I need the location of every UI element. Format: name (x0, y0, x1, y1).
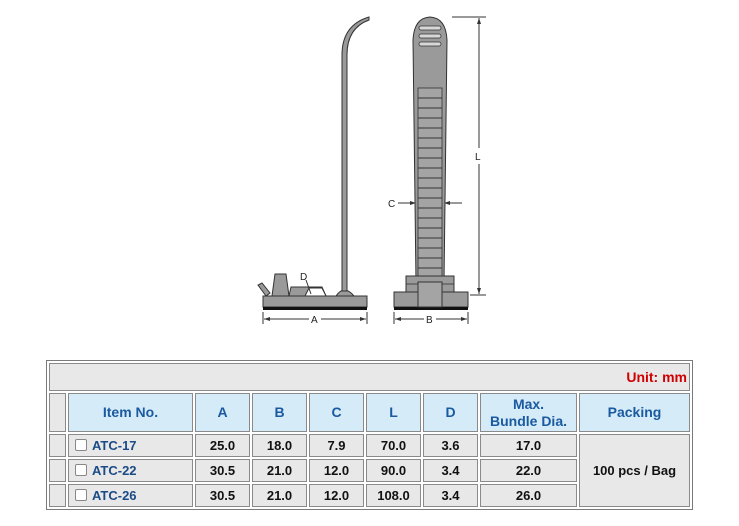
header-c: C (309, 393, 364, 432)
spec-table (46, 360, 693, 510)
label-c: C (388, 199, 396, 210)
header-a: A (195, 393, 250, 432)
header-max-line2: Bundle Dia. (489, 412, 567, 429)
row-checkbox[interactable] (75, 489, 87, 501)
header-item-no: Item No. (68, 393, 193, 432)
row-checkbox[interactable] (75, 464, 87, 476)
row-blank (49, 459, 66, 482)
cell-c: 12.0 (309, 459, 364, 482)
header-l: L (366, 393, 421, 432)
cell-b: 21.0 (252, 459, 307, 482)
cell-a: 30.5 (195, 459, 250, 482)
cell-b: 21.0 (252, 484, 307, 507)
cell-l: 90.0 (366, 459, 421, 482)
cell-l: 108.0 (366, 484, 421, 507)
cell-c: 12.0 (309, 484, 364, 507)
cell-d: 3.4 (423, 459, 478, 482)
table-header-row (49, 393, 690, 432)
item-cell (68, 484, 193, 507)
cell-a: 30.5 (195, 484, 250, 507)
header-max-line1: Max. (512, 395, 545, 412)
cell-max-bundle: 26.0 (480, 484, 577, 507)
side-view (258, 17, 369, 326)
cell-c: 7.9 (309, 434, 364, 457)
item-no: ATC-22 (92, 463, 137, 478)
cell-a: 25.0 (195, 434, 250, 457)
row-checkbox[interactable] (75, 439, 87, 451)
row-blank (49, 434, 66, 457)
cell-max-bundle: 22.0 (480, 459, 577, 482)
item-no: ATC-17 (92, 438, 137, 453)
cell-d: 3.6 (423, 434, 478, 457)
unit-label: Unit: mm (626, 369, 687, 385)
label-l: L (475, 152, 481, 163)
unit-cell (49, 363, 690, 391)
header-b: B (252, 393, 307, 432)
item-cell (68, 434, 193, 457)
row-blank (49, 484, 66, 507)
header-packing: Packing (579, 393, 690, 432)
cell-d: 3.4 (423, 484, 478, 507)
label-a: A (311, 315, 318, 326)
cell-max-bundle: 17.0 (480, 434, 577, 457)
cell-l: 70.0 (366, 434, 421, 457)
header-blank (49, 393, 66, 432)
front-view (388, 17, 486, 326)
item-no: ATC-26 (92, 488, 137, 503)
cell-b: 18.0 (252, 434, 307, 457)
header-max-bundle (480, 393, 577, 432)
packing-cell: 100 pcs / Bag (579, 434, 690, 507)
label-b: B (426, 315, 433, 326)
label-d: D (300, 272, 308, 283)
table-row (49, 434, 690, 457)
header-d: D (423, 393, 478, 432)
item-cell (68, 459, 193, 482)
